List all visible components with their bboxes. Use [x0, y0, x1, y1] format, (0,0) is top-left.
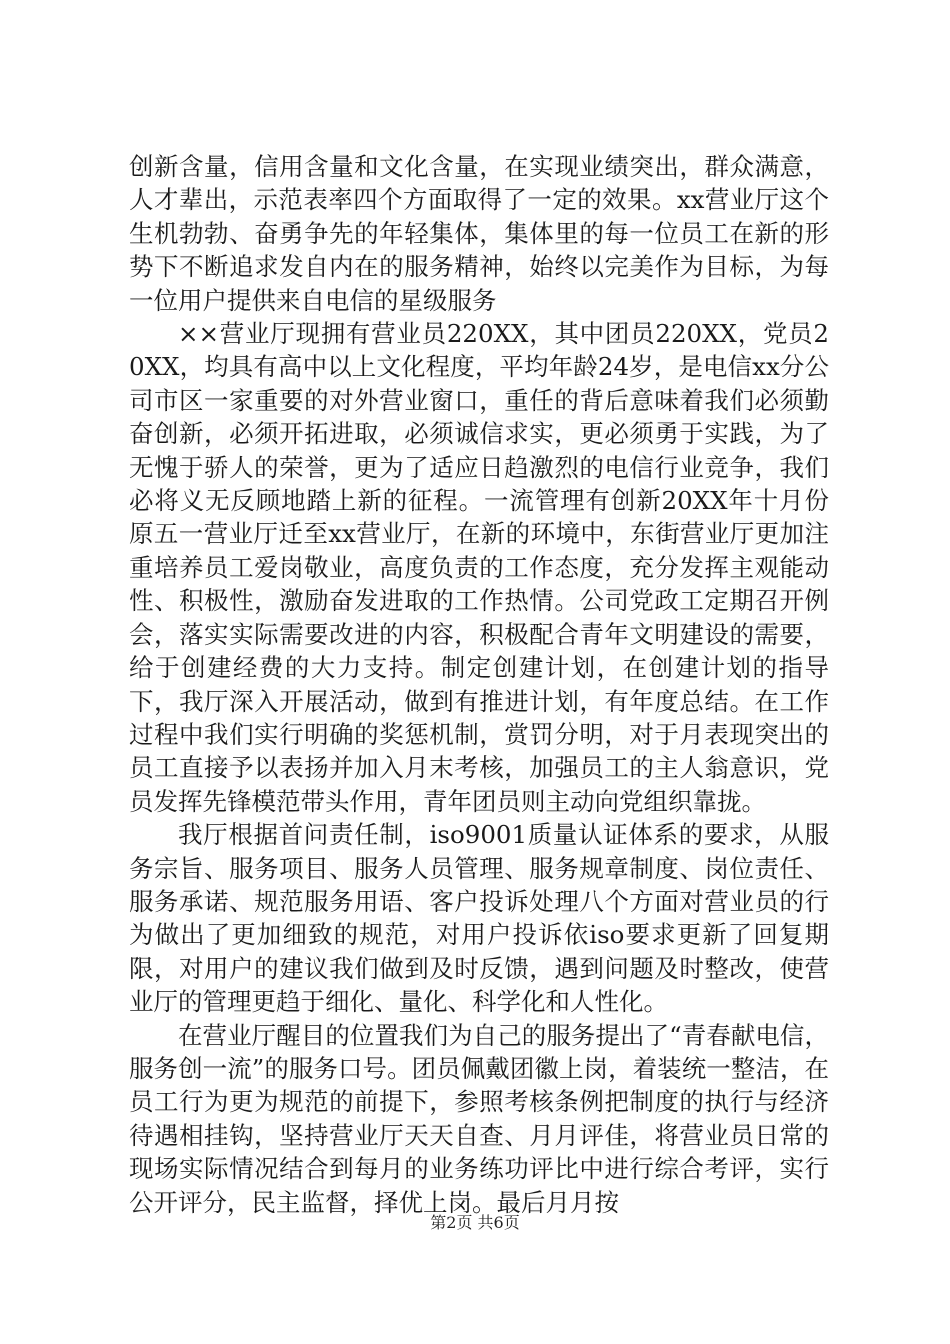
paragraph-2: ××营业厅现拥有营业员220XX，其中团员220XX，党员20XX，均具有高中以上文化程度，平均年龄24岁，是电信xx分公司市区一家重要的对外营业窗口，重任的背后意味着我们必须勤奋创新，必须开拓进取，必须诚信求实，更必须勇于实践，为了无愧于骄人的荣誉，更为了适应日趋激烈的电信行业竞争，我们必将义无反顾地踏上新的征程。一流管理有创新20XX年十月份原五一营业厅迁至xx营业厅，在新的环境中，东街营业厅更加注重培养员工爱岗敬业，高度负责的工作态度，充分发挥主观能动性、积极性，激励奋发进取的工作热情。公司党政工定期召开例会，落实实际需要改进的内容，积极配合青年文明建设的需要，给于创建经费的大力支持。制定创建计划，在创建计划的指导下，我厅深入开展活动，做到有推进计划，有年度总结。在工作过程中我们实行明确的奖惩机制，赏罚分明，对于月表现突出的员工直接予以表扬并加入月末考核，加强员工的主人翁意识，党员发挥先锋模范带头作用，青年团员则主动向党组织靠拢。: [129, 319, 829, 816]
page-number-footer: 第2页 共6页: [430, 1213, 520, 1232]
paragraph-1: 创新含量，信用含量和文化含量，在实现业绩突出，群众满意，人才辈出，示范表率四个方面取得了一定的效果。xx营业厅这个生机勃勃、奋勇争先的年轻集体，集体里的每一位员工在新的形势下不断追求发自内在的服务精神，始终以完美作为目标，为每一位用户提供来自电信的星级服务: [129, 152, 829, 315]
document-body: [129, 150, 829, 1219]
paragraph-4: 在营业厅醒目的位置我们为自己的服务提出了“青春献电信，服务创一流”的服务口号。团员佩戴团徽上岗，着装统一整洁，在员工行为更为规范的前提下，参照考核条例把制度的执行与经济待遇相挂钩，坚持营业厅天天自查、月月评佳，将营业员日常的现场实际情况结合到每月的业务练功评比中进行综合考评，实行公开评分，民主监督，择优上岗。最后月月按: [129, 1020, 829, 1217]
paragraph-3: 我厅根据首问责任制，iso9001质量认证体系的要求，从服务宗旨、服务项目、服务人员管理、服务规章制度、岗位责任、服务承诺、规范服务用语、客户投诉处理八个方面对营业员的行为做出了更加细致的规范，对用户投诉依iso要求更新了回复期限，对用户的建议我们做到及时反馈，遇到问题及时整改，使营业厅的管理更趋于细化、量化、科学化和人性化。: [129, 820, 829, 1017]
